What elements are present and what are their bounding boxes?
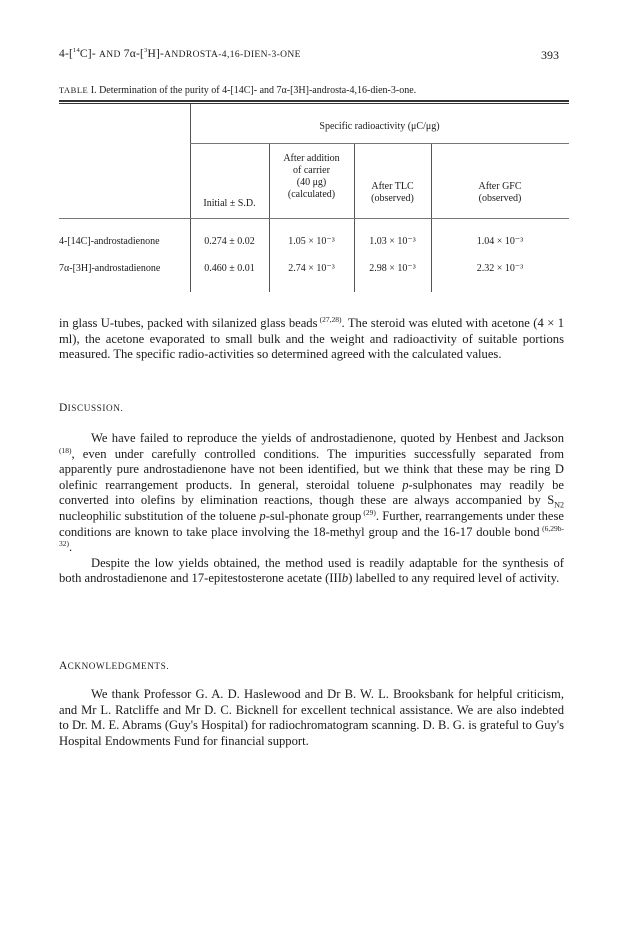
citation: (18) — [59, 445, 72, 455]
col-header-line: After TLC — [371, 181, 414, 192]
acknowledgments-body — [59, 687, 564, 749]
heading-rest: ISCUSSION. — [67, 403, 124, 413]
discussion-paragraph — [59, 431, 564, 556]
col-header-after-addition — [269, 153, 354, 201]
acknowledgments-heading — [59, 660, 169, 672]
row-after-gfc: 1.04 × 10⁻³ — [476, 236, 524, 247]
discussion-heading — [59, 402, 123, 414]
discussion-body — [59, 431, 564, 587]
running-title-sup: 3 — [144, 47, 148, 55]
text-run: . Further, rearrangements under these conditions are known to take place involving the 18-methyl group and the 16-17 double bond — [59, 508, 565, 539]
col-header-line: of carrier — [293, 165, 330, 176]
running-title-part: ANDROSTA-4,16-DIEN-3-ONE — [164, 50, 301, 60]
table-top-rule-thin — [59, 103, 569, 104]
heading-rest: CKNOWLEDGMENTS. — [67, 661, 170, 671]
row-after-addition: 2.74 × 10⁻³ — [288, 263, 335, 274]
running-title-part: 7α-[ — [120, 48, 145, 60]
col-header-after-gfc — [431, 181, 569, 205]
table-top-rule — [59, 100, 569, 102]
text-run: We have failed to reproduce the yields of androstadienone, quoted by Henbest and Jackson — [91, 431, 564, 445]
text-run: . The steroid was eluted with acetone (4 × 1 ml), the acetone evaporated to small bulk and the weight and radioactivity of suitable portions measured. The specific radio-activities so determined agreed with the calculated values. — [59, 316, 564, 362]
acknowledgments-paragraph: We thank Professor G. A. D. Haslewood and Dr B. W. L. Brooksbank for helpful criticism, and Mr L. Ratcliffe and Mr D. C. Bicknell for excellent technical assistance. We are also indebted to Dr. M. E. Abrams (Guy's Hospital) for radiochromatogram scanning. D. B. G. is grateful to Guy's Hospital Endowments Fund for financial support. — [59, 687, 564, 748]
running-title-sup: 14 — [73, 47, 80, 55]
row-initial: 0.274 ± 0.02 — [204, 236, 255, 247]
row-initial: 0.460 ± 0.01 — [204, 263, 255, 274]
table-caption-number: I. — [88, 85, 97, 96]
row-after-tlc: 2.98 × 10⁻³ — [369, 263, 416, 274]
running-title-part: AND — [98, 50, 121, 60]
running-title-part: C]- — [79, 48, 99, 60]
row-after-tlc: 1.03 × 10⁻³ — [369, 236, 416, 247]
text-italic: p — [402, 477, 409, 492]
text-italic: b — [341, 571, 349, 586]
citation: (29) — [361, 507, 376, 517]
row-after-gfc: 2.32 × 10⁻³ — [476, 263, 524, 274]
table-caption-text: Determination of the purity of 4-[14C]- and 7α-[3H]-androsta-4,16-dien-3-one. — [96, 85, 417, 96]
page-number: 393 — [541, 48, 559, 62]
paragraph-methods-continued — [59, 316, 564, 363]
table-header-rule — [59, 218, 569, 219]
running-head — [59, 48, 559, 66]
text-run: -sul-phonate group — [265, 508, 362, 523]
running-title — [59, 48, 301, 60]
purity-table — [59, 100, 569, 292]
col-header-initial: Initial ± S.D. — [203, 198, 256, 209]
col-header-line: (observed) — [478, 193, 522, 204]
row-compound: 7α-[3H]-androstadienone — [59, 263, 161, 274]
text-run: in glass U-tubes, packed with silanized glass beads — [59, 316, 318, 330]
col-header-line: After addition — [283, 153, 340, 164]
col-header-line: After GFC — [478, 181, 522, 192]
discussion-paragraph — [59, 556, 564, 587]
citation: (27,28) — [317, 314, 342, 324]
table-caption — [59, 85, 416, 96]
col-header-line: (observed) — [371, 193, 414, 204]
col-header-after-tlc — [354, 181, 431, 205]
heading-initial: A — [59, 660, 68, 672]
row-compound: 4-[14C]-androstadienone — [59, 236, 160, 247]
table-group-rule — [190, 143, 569, 144]
row-after-addition: 1.05 × 10⁻³ — [288, 236, 335, 247]
text-italic: p — [259, 508, 266, 523]
text-run: , even under carefully controlled conditions. The impurities successfully separated from apparently pure androstadienone have not been identified, but we think that these may be ring D olefinic rearrangement products. In general, steroidal toluene — [59, 446, 564, 492]
text-run: ) labelled to any required level of activity. — [348, 571, 560, 586]
text-run: Despite the low yields obtained, the method used is readily adaptable for the synthesis of both androstadienone and 17-epitestosterone acetate (III — [59, 555, 564, 586]
heading-initial: D — [59, 402, 68, 414]
running-title-part: H]- — [147, 48, 165, 60]
running-title-part: 4-[ — [59, 48, 74, 60]
text-run: -sulphonates may readily be converted into olefins by elimination reactions, though these are always accompanied by S — [59, 477, 564, 508]
subscript: N2 — [554, 500, 564, 510]
citation: (6,29b-32) — [59, 523, 565, 548]
col-header-line: (40 μg) — [296, 177, 327, 188]
text-run: . — [69, 540, 73, 555]
col-header-line: (calculated) — [287, 189, 336, 200]
table-caption-label: TABLE — [59, 85, 89, 95]
table-group-header: Specific radioactivity (μC/μg) — [319, 121, 440, 132]
text-run: nucleophilic substitution of the toluene — [59, 508, 260, 523]
